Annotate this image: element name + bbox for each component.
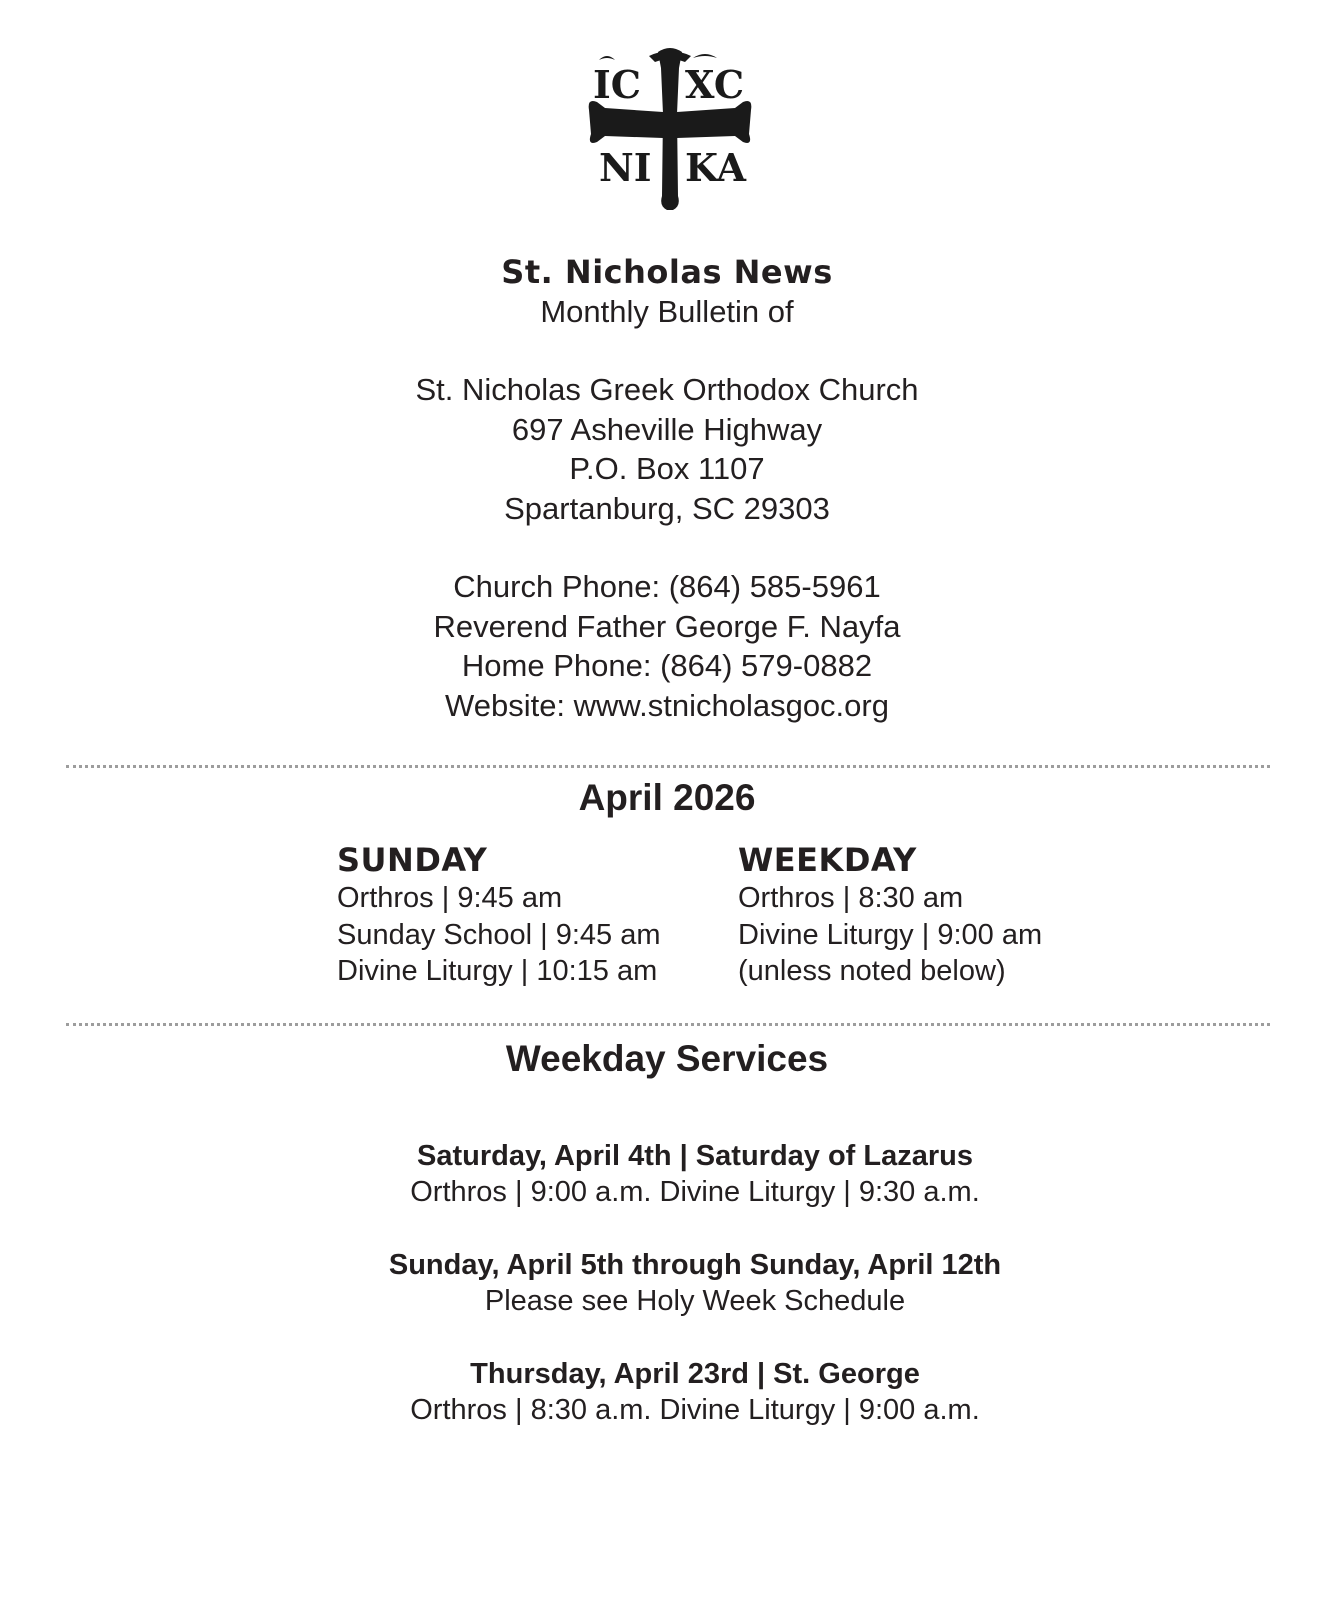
priest-name: Reverend Father George F. Nayfa [433, 608, 901, 644]
schedule-item: Orthros | 8:30 am [738, 882, 964, 914]
event-name: Saturday, April 4th | Saturday of Lazarus [416, 1140, 973, 1172]
home-phone: Home Phone: (864) 579-0882 [461, 648, 873, 683]
event-detail: Orthros | 9:00 a.m. Divine Liturgy | 9:30 a.m. [410, 1176, 980, 1208]
event-detail: Please see Holy Week Schedule [484, 1285, 906, 1317]
schedule-item: (unless noted below) [738, 955, 1006, 987]
po-box: P.O. Box 1107 [569, 451, 765, 486]
bulletin-subtitle: Monthly Bulletin of [540, 294, 794, 329]
weekday-heading: WEEKDAY [738, 841, 917, 879]
schedule-item: Divine Liturgy | 10:15 am [337, 955, 658, 987]
street-address: 697 Asheville Highway [511, 411, 823, 447]
weekday-services-title: Weekday Services [505, 1038, 829, 1079]
city-state-zip: Spartanburg, SC 29303 [504, 490, 830, 526]
contact-info [0, 567, 1334, 725]
logo-letters-ni: NI [599, 145, 652, 190]
church-address [0, 370, 1334, 528]
logo-letters-ka: KA [685, 145, 746, 190]
church-phone: Church Phone: (864) 585-5961 [453, 569, 881, 604]
event-name: Sunday, April 5th through Sunday, April 12th [388, 1249, 1002, 1281]
bulletin-title: St. Nicholas News [501, 253, 833, 291]
dotted-divider [66, 765, 1270, 768]
schedule-item: Orthros | 9:45 am [337, 882, 563, 914]
logo-letters-xc: XC [685, 62, 745, 107]
event-detail: Orthros | 8:30 a.m. Divine Liturgy | 9:00 a.m. [410, 1394, 980, 1426]
service-event [0, 1356, 1334, 1428]
month-heading: April 2026 [578, 777, 756, 818]
logo-letters-ic: IC [593, 62, 642, 107]
weekday-schedule [738, 840, 1042, 990]
dotted-divider [66, 1023, 1270, 1026]
event-name: Thursday, April 23rd | St. George [470, 1358, 920, 1390]
sunday-heading: SUNDAY [337, 841, 488, 879]
church-name: St. Nicholas Greek Orthodox Church [415, 372, 919, 407]
schedule-item: Sunday School | 9:45 am [337, 918, 661, 951]
service-event [0, 1247, 1334, 1319]
service-event [0, 1138, 1334, 1210]
sunday-schedule [337, 840, 661, 990]
schedule-item: Divine Liturgy | 9:00 am [738, 918, 1043, 951]
ic-xc-nika-cross-logo [585, 46, 755, 216]
website-link[interactable]: Website: www.stnicholasgoc.org [445, 687, 889, 723]
